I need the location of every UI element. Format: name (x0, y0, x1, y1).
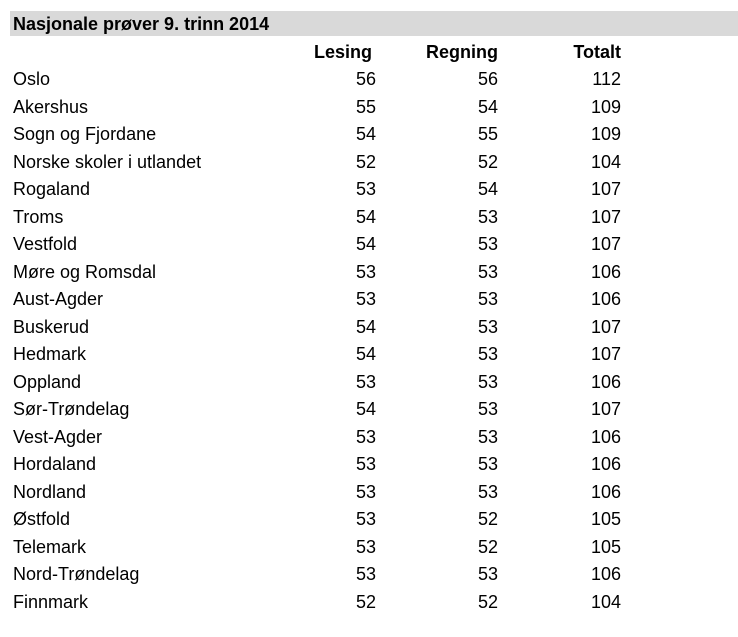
lesing-score: 56 (355, 69, 376, 89)
lesing-score: 53 (355, 454, 376, 474)
total-score: 106 (590, 289, 621, 309)
column-header-totalt: Totalt (573, 42, 621, 62)
table-row (0, 589, 738, 617)
table-row (0, 424, 738, 452)
county-name: Oppland (13, 371, 82, 392)
regning-score: 52 (477, 591, 498, 612)
table-row (0, 121, 738, 149)
total-score: 107 (590, 206, 621, 227)
regning-score: 53 (477, 344, 498, 364)
lesing-score: 53 (355, 261, 376, 282)
table-row (0, 451, 738, 479)
regning-score: 53 (477, 564, 498, 584)
table-row (0, 94, 738, 122)
column-header-lesing: Lesing (313, 42, 372, 62)
regning-score: 52 (477, 509, 498, 529)
table-row (0, 506, 738, 534)
county-name: Aust-Agder (13, 289, 104, 309)
lesing-score: 53 (355, 481, 376, 502)
county-name: Oslo (13, 69, 51, 89)
county-name: Akershus (13, 96, 89, 117)
regning-score: 53 (477, 316, 498, 337)
county-name: Nordland (13, 481, 87, 502)
total-score: 106 (590, 481, 621, 502)
lesing-score: 54 (355, 234, 376, 254)
county-name: Nord-Trøndelag (13, 564, 140, 584)
total-score: 106 (590, 426, 621, 447)
county-name: Troms (13, 206, 64, 227)
lesing-score: 52 (355, 591, 376, 612)
lesing-score: 53 (355, 426, 376, 447)
table-row (0, 66, 738, 94)
table-row (0, 369, 738, 397)
lesing-score: 54 (355, 206, 376, 227)
total-score: 106 (590, 564, 621, 584)
county-name: Vest-Agder (13, 426, 103, 447)
county-name: Finnmark (13, 591, 89, 612)
total-score: 105 (590, 509, 621, 529)
regning-score: 53 (477, 234, 498, 254)
table-body (0, 66, 738, 616)
total-score: 107 (590, 316, 621, 337)
regning-score: 53 (477, 399, 498, 419)
table-row (0, 286, 738, 314)
county-name: Norske skoler i utlandet (13, 151, 202, 172)
total-score: 105 (590, 536, 621, 557)
total-score: 107 (590, 179, 621, 199)
county-name: Vestfold (13, 234, 78, 254)
county-name: Hedmark (13, 344, 87, 364)
total-score: 107 (590, 399, 621, 419)
regning-score: 53 (477, 426, 498, 447)
lesing-score: 52 (355, 151, 376, 172)
county-name: Sør-Trøndelag (13, 399, 130, 419)
total-score: 109 (590, 96, 621, 117)
county-name: Telemark (13, 536, 87, 557)
total-score: 112 (592, 69, 621, 89)
lesing-score: 53 (355, 289, 376, 309)
lesing-score: 53 (355, 509, 376, 529)
table-row (0, 204, 738, 232)
regning-score: 52 (477, 536, 498, 557)
table-row (0, 534, 738, 562)
regning-score: 56 (477, 69, 498, 89)
lesing-score: 55 (355, 96, 376, 117)
total-score: 104 (590, 591, 621, 612)
total-score: 107 (590, 344, 621, 364)
total-score: 109 (590, 124, 621, 144)
total-score: 107 (590, 234, 621, 254)
regning-score: 54 (477, 179, 498, 199)
column-header-regning: Regning (426, 42, 498, 62)
total-score: 104 (590, 151, 621, 172)
regning-score: 53 (477, 261, 498, 282)
lesing-score: 53 (355, 179, 376, 199)
table-row (0, 396, 738, 424)
table-row (0, 149, 738, 177)
regning-score: 53 (477, 454, 498, 474)
lesing-score: 53 (355, 536, 376, 557)
table-row (0, 479, 738, 507)
table-title: Nasjonale prøver 9. trinn 2014 (13, 14, 270, 34)
table-row (0, 314, 738, 342)
regning-score: 52 (477, 151, 498, 172)
table-title-bar (10, 11, 738, 36)
county-name: Rogaland (13, 179, 91, 199)
county-name: Østfold (13, 509, 71, 529)
county-name: Sogn og Fjordane (13, 124, 157, 144)
lesing-score: 54 (355, 316, 376, 337)
lesing-score: 54 (355, 124, 376, 144)
regning-score: 53 (477, 206, 498, 227)
county-name: Buskerud (13, 316, 90, 337)
regning-score: 53 (477, 289, 498, 309)
table-row (0, 259, 738, 287)
regning-score: 55 (477, 124, 498, 144)
county-name: Hordaland (13, 454, 97, 474)
table-row (0, 176, 738, 204)
county-name: Møre og Romsdal (13, 261, 157, 282)
lesing-score: 54 (355, 399, 376, 419)
lesing-score: 53 (355, 371, 376, 392)
table-row (0, 231, 738, 259)
lesing-score: 54 (355, 344, 376, 364)
regning-score: 54 (477, 96, 498, 117)
total-score: 106 (590, 454, 621, 474)
table-row (0, 341, 738, 369)
lesing-score: 53 (355, 564, 376, 584)
table-row (0, 561, 738, 589)
regning-score: 53 (477, 371, 498, 392)
total-score: 106 (590, 261, 621, 282)
regning-score: 53 (477, 481, 498, 502)
total-score: 106 (590, 371, 621, 392)
